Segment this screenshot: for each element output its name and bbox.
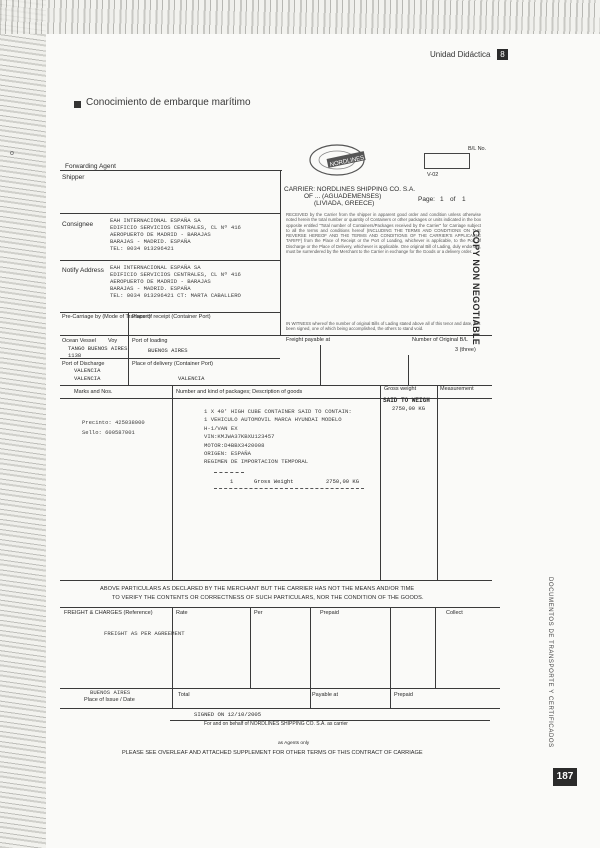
place-delivery-value: VALENCIA <box>178 375 205 382</box>
as-agents-label: as Agents only <box>278 741 310 746</box>
goods-line: VIN:KMJWA37KBXU123457 <box>204 433 275 441</box>
footer-note: PLEASE SEE OVERLEAF AND ATTACHED SUPPLEMENT FOR OTHER TERMS OF THIS CONTRACT OF CARRIAGE <box>122 750 423 756</box>
rule <box>437 385 438 580</box>
port-loading-label: Port of loading <box>132 338 168 344</box>
rule <box>60 312 280 313</box>
notify-line: EDIFICIO SERVICIOS CENTRALES, CL Nº 416 <box>110 271 241 278</box>
notify-line: TEL: 0034 913296421 CT: MARTA CABALLERO <box>110 292 241 299</box>
measurement-label: Measurement <box>440 386 474 392</box>
laden-value: BUENOS AIRES <box>90 689 131 696</box>
page-total: 1 <box>462 196 466 203</box>
section-bullet-icon <box>74 101 81 108</box>
scan-border-top <box>0 0 600 34</box>
notify-label: Notify Address <box>62 267 104 274</box>
notify-block <box>110 264 241 299</box>
dash-rule <box>214 488 364 489</box>
port-loading-value: BUENOS AIRES <box>148 347 188 354</box>
goods-line: ORIGEN: ESPAÑA <box>204 450 251 458</box>
place-delivery-label: Place of delivery (Container Port) <box>132 361 214 367</box>
rule <box>60 607 500 608</box>
ocean-vessel-label: Ocean Vessel <box>62 338 96 344</box>
rule <box>408 355 409 385</box>
forwarding-agent-label: Forwarding Agent <box>65 163 116 170</box>
gross-weight-label: Gross weight <box>384 386 417 392</box>
rule <box>60 580 492 581</box>
rule <box>250 607 251 688</box>
section-title: Conocimiento de embarque marítimo <box>86 97 251 108</box>
marks-block <box>82 418 145 438</box>
vessel-value: TANGO BUENOS AIRES <box>68 345 128 352</box>
payable-at-label: Payable at <box>312 692 338 698</box>
voy-value: 1138 <box>68 352 82 359</box>
per-label: Per <box>254 610 263 616</box>
freight-value: FREIGHT AS PER AGREEMENT <box>104 630 185 637</box>
place-receipt-label: Place of receipt (Container Port) <box>132 314 211 320</box>
freight-payable-label: Freight payable at <box>286 337 331 343</box>
rule <box>128 312 129 385</box>
bl-small-code: V-02 <box>427 172 439 178</box>
consignee-line: TEL: 0034 913296421 <box>110 245 174 252</box>
consignee-line: BARAJAS - MADRID. ESPAÑA <box>110 238 191 245</box>
gross-weight-value: 2750,00 KG <box>392 405 426 412</box>
pre-carriage-label: Pre-Carriage by (Mode of Transport) <box>62 314 151 320</box>
goods-line: H-1/VAN EX <box>204 424 238 432</box>
for-carrier-line: For and on behalf of NORDLINES SHIPPING CO. S.A. as carrier <box>204 721 348 727</box>
port-discharge-label: Port of Discharge <box>62 361 105 367</box>
rule <box>60 335 492 336</box>
consignee-label: Consignee <box>62 221 94 228</box>
received-terms-text: RECEIVED by the Carrier from the shipper in apparent good order and condition unless otherwise noted herein the total number or quantity of Containers or other packages or units indicated in the box opposite entitled "Total number of Containers/Packages received by the Carrier" for Carriage subject to all the terms and conditions hereof (INCLUDING THE TERMS AND CONDITIONS ON THE REVERSE HEREOF AND THE TERMS AND CONDITIONS OF THE CARRIER'S APPLICABLE TARIFF) from the Place of Receipt or the Port of Loading, whichever is applicable, to the Port of Discharge or the Place of Delivery, whichever is applicable. One original Bill of Lading, duly endorsed, must be surrendered by the Merchant to the Carrier in exchange for the Goods or a delivery order. <box>286 212 481 255</box>
notify-line: EAH INTERNACIONAL ESPAÑA SA <box>110 264 201 271</box>
signed-line: SIGNED ON 12/10/2005 <box>194 711 262 718</box>
rule <box>380 385 381 580</box>
notify-line: BARAJAS - MADRID. ESPAÑA <box>110 285 191 292</box>
page-number: 187 <box>553 768 577 786</box>
page-of-label: of <box>450 196 456 203</box>
rule <box>60 213 280 214</box>
rule <box>435 607 436 688</box>
copy-non-negotiable-label: COPY NON NEGOTIABLE <box>471 230 481 346</box>
particulars-line-1: ABOVE PARTICULARS AS DECLARED BY THE MERCHANT BUT THE CARRIER HAS NOT THE MEANS AND/OR TIME <box>100 586 415 592</box>
total-line-label: Gross Weight <box>254 478 294 485</box>
rule <box>280 170 281 335</box>
logo-text: NORDLINES <box>329 155 365 169</box>
dash-rule <box>214 472 244 473</box>
total-line-qty: 1 <box>230 478 234 485</box>
consignee-line: EAH INTERNACIONAL ESPAÑA SA <box>110 217 201 224</box>
rule <box>390 607 391 708</box>
port-discharge-repeat: VALENCIA <box>74 375 101 382</box>
page-value: 1 <box>440 196 444 203</box>
in-witness-text: IN WITNESS whereof the number of original Bills of Lading stated above all of this tenor and date, has been signed, one of which being accomplished, the others to stand void. <box>286 321 481 332</box>
notify-line: AEROPUERTO DE MADRID - BARAJAS <box>110 278 211 285</box>
carrier-line-1: CARRIER: NORDLINES SHIPPING CO. S.A. <box>284 186 416 193</box>
margin-mark: o <box>10 150 14 157</box>
rule <box>60 708 500 709</box>
rule <box>60 358 280 359</box>
goods-line: 1 X 40' HIGH CUBE CONTAINER SAID TO CONTAIN: <box>204 408 352 415</box>
freight-charges-label: FREIGHT & CHARGES (Reference) <box>64 610 153 616</box>
particulars-line-2: TO VERIFY THE CONTENTS OR CORRECTNESS OF SUCH PARTICULARS, NOR THE CONDITION OF THE GOODS. <box>112 595 424 601</box>
rule <box>320 345 321 385</box>
collect-label: Collect <box>446 610 463 616</box>
prepaid-bottom-label: Prepaid <box>394 692 413 698</box>
num-originals-label: Number of Original B/L <box>412 337 468 343</box>
goods-line: MOTOR:D4BBX3420008 <box>204 441 265 449</box>
total-label: Total <box>178 692 190 698</box>
goods-line: REGIMEN DE IMPORTACION TEMPORAL <box>204 458 309 466</box>
shipper-label: Shipper <box>62 174 85 181</box>
port-discharge-value: VALENCIA <box>74 367 101 374</box>
num-originals-value: 3 (three) <box>455 347 476 353</box>
marks-line: Precinto: 425038000 <box>82 419 145 426</box>
goods-description <box>204 408 352 467</box>
page-label: Page: <box>418 196 435 203</box>
total-line-value: 2750,00 KG <box>326 478 360 485</box>
bl-no-label: B/L No. <box>468 146 487 152</box>
consignee-line: AEROPUERTO DE MADRID - BARAJAS <box>110 231 211 238</box>
rule <box>172 607 173 708</box>
carrier-logo <box>305 140 375 182</box>
goods-line: 1 VEHICULO AUTOMOVIL MARCA HYUNDAI MODELO <box>204 416 342 424</box>
unit-label: Unidad Didáctica <box>430 50 491 59</box>
rule <box>60 385 492 386</box>
carrier-line-3: (LIVIADA, GREECE) <box>314 200 375 207</box>
scan-border-left <box>0 0 46 848</box>
prepaid-label: Prepaid <box>320 610 339 616</box>
said-to-weigh: SAID TO WEIGH <box>383 397 430 404</box>
carrier-line-2: OF ... (AGUADEMENSES) <box>304 193 382 200</box>
marks-label: Marks and Nos. <box>74 389 113 395</box>
rule <box>172 385 173 580</box>
bl-number-box <box>424 153 470 169</box>
laden-sub-label: Place of Issue / Date <box>84 697 135 703</box>
unit-number-badge: 8 <box>497 49 508 60</box>
consignee-line: EDIFICIO SERVICIOS CENTRALES, CL Nº 416 <box>110 224 241 231</box>
rule <box>60 260 280 261</box>
number-kind-label: Number and kind of packages; Description of goods <box>176 389 303 395</box>
rate-label: Rate <box>176 610 188 616</box>
voy-label: Voy <box>108 338 118 344</box>
marks-line: Sello: 600587001 <box>82 429 135 436</box>
rule <box>310 607 311 708</box>
consignee-block <box>110 217 241 252</box>
side-section-label: DOCUMENTOS DE TRANSPORTE Y CERTIFICADOS <box>547 577 553 748</box>
